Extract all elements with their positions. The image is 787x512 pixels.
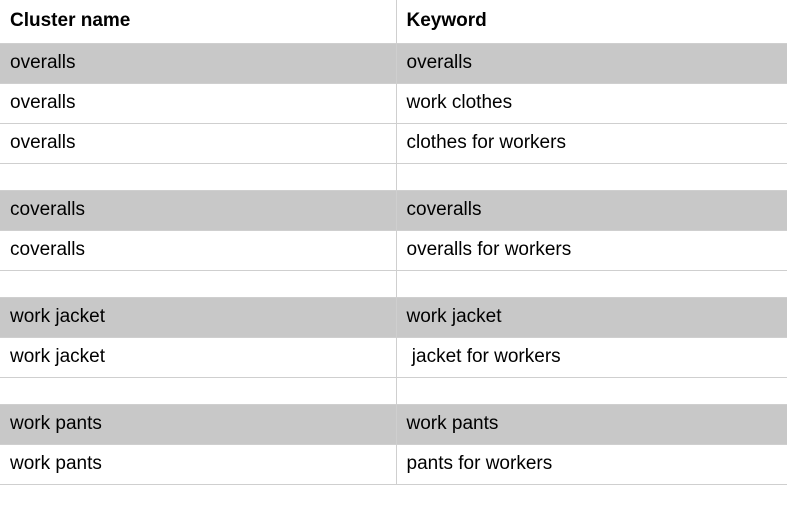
cell-keyword: work pants [396, 405, 787, 445]
cell-keyword [396, 164, 787, 191]
cell-keyword: work jacket [396, 298, 787, 338]
table-spacer-row [0, 378, 787, 405]
cell-cluster-name: work jacket [0, 338, 396, 378]
table-row [0, 191, 787, 231]
cell-keyword: jacket for workers [396, 338, 787, 378]
table-row [0, 445, 787, 485]
cell-cluster-name: coveralls [0, 191, 396, 231]
cell-keyword: clothes for workers [396, 124, 787, 164]
column-header-keyword: Keyword [396, 0, 787, 44]
cell-keyword [396, 378, 787, 405]
cell-cluster-name: coveralls [0, 231, 396, 271]
cell-keyword [396, 271, 787, 298]
cell-cluster-name: overalls [0, 44, 396, 84]
cell-cluster-name [0, 271, 396, 298]
column-header-cluster-name: Cluster name [0, 0, 396, 44]
cell-cluster-name: work pants [0, 445, 396, 485]
table-row [0, 44, 787, 84]
table-head [0, 0, 787, 44]
table-row [0, 231, 787, 271]
table-body [0, 44, 787, 485]
table-spacer-row [0, 164, 787, 191]
table-row [0, 124, 787, 164]
table-row [0, 338, 787, 378]
table-row [0, 84, 787, 124]
cell-cluster-name: work jacket [0, 298, 396, 338]
cell-keyword: overalls for workers [396, 231, 787, 271]
cell-cluster-name: work pants [0, 405, 396, 445]
table-row [0, 405, 787, 445]
cell-keyword: overalls [396, 44, 787, 84]
cell-cluster-name [0, 164, 396, 191]
cell-cluster-name: overalls [0, 84, 396, 124]
table-row [0, 298, 787, 338]
cell-keyword: pants for workers [396, 445, 787, 485]
cell-keyword: coveralls [396, 191, 787, 231]
table-spacer-row [0, 271, 787, 298]
cell-cluster-name: overalls [0, 124, 396, 164]
cell-cluster-name [0, 378, 396, 405]
cell-keyword: work clothes [396, 84, 787, 124]
table-header-row [0, 0, 787, 44]
